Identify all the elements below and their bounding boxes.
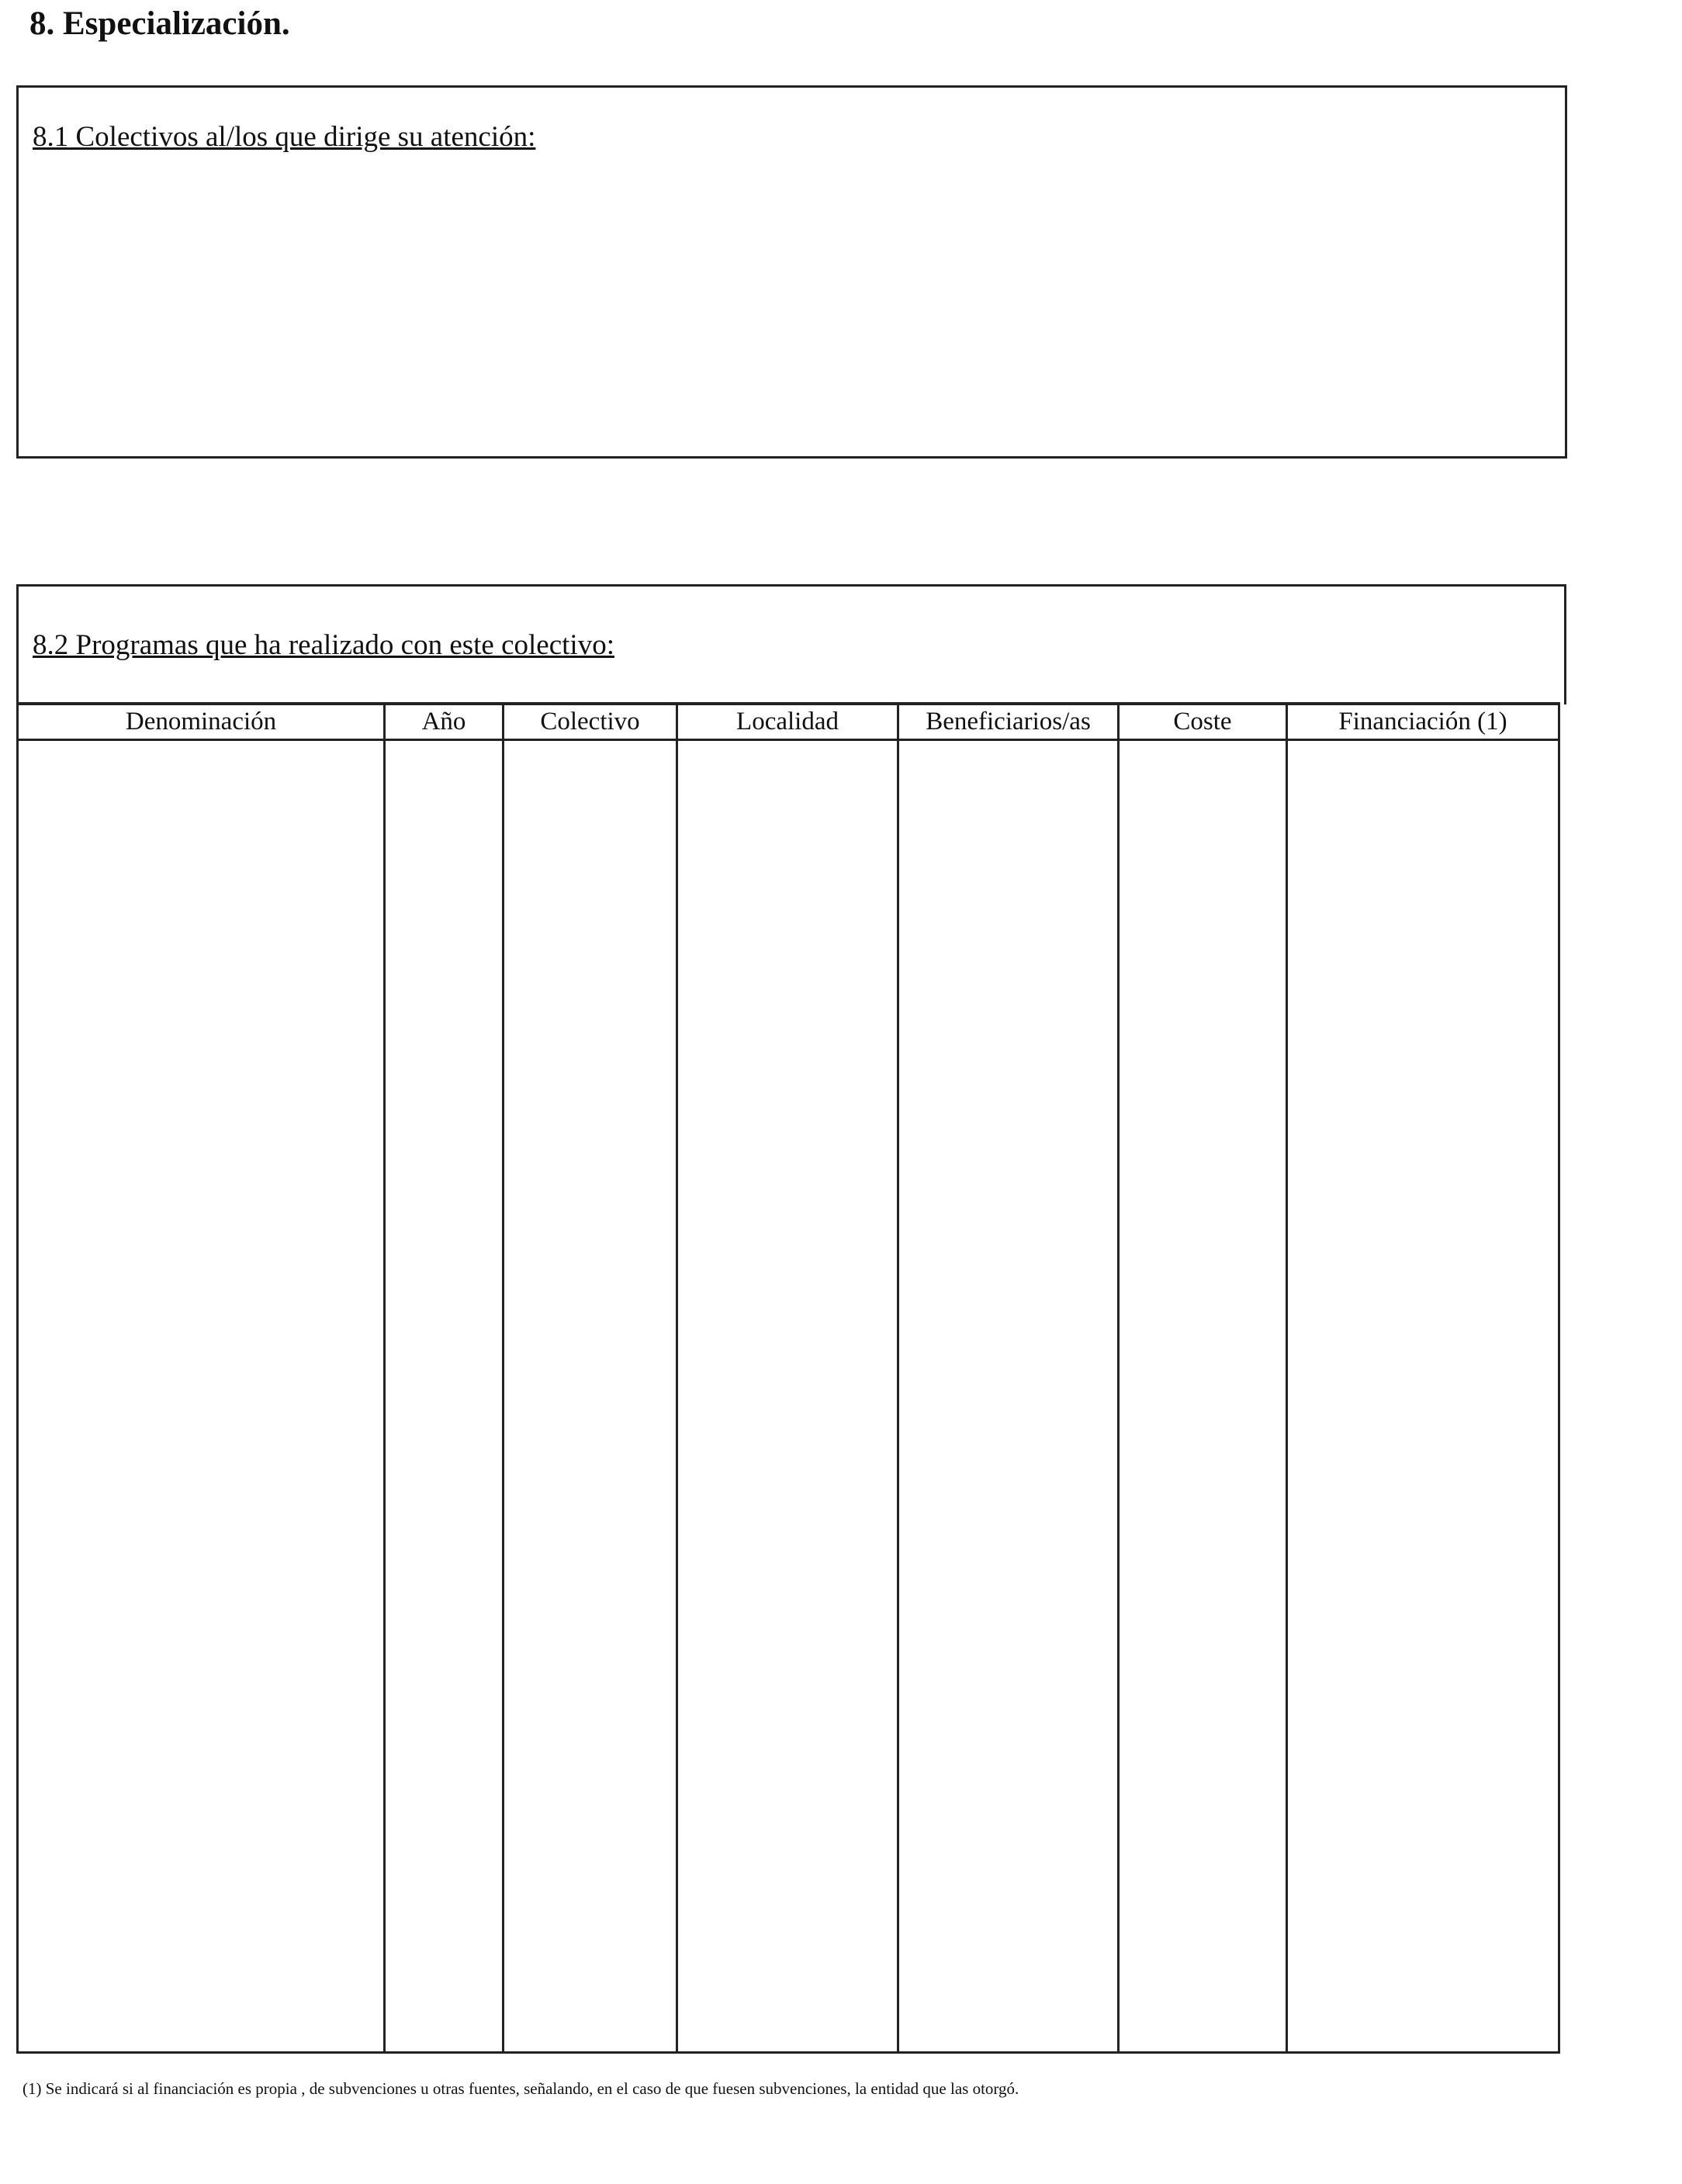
column-ano	[386, 705, 504, 2051]
footnote: (1) Se indicará si al financiación es propia , de subvenciones u otras fuentes, señalando, en el caso de que fuesen subvenciones, la entidad que las otorgó.	[22, 2079, 1019, 2098]
column-header: Denominación	[19, 705, 383, 741]
column-cell[interactable]	[386, 741, 502, 2051]
column-header: Coste	[1120, 705, 1286, 741]
column-localidad	[678, 705, 899, 2051]
column-beneficiarios	[899, 705, 1120, 2051]
column-coste	[1120, 705, 1288, 2051]
page-title: 8. Especialización.	[29, 5, 290, 42]
column-colectivo	[504, 705, 678, 2051]
column-cell[interactable]	[19, 741, 383, 2051]
column-cell[interactable]	[678, 741, 897, 2051]
colectivos-label: 8.1 Colectivos al/los que dirige su atención:	[33, 121, 536, 153]
programas-table	[16, 702, 1560, 2054]
colectivos-box[interactable]	[16, 85, 1567, 459]
column-cell[interactable]	[1120, 741, 1286, 2051]
column-header: Colectivo	[504, 705, 676, 741]
column-cell[interactable]	[1288, 741, 1558, 2051]
column-header: Año	[386, 705, 502, 741]
column-header: Financiación (1)	[1288, 705, 1558, 741]
column-header: Beneficiarios/as	[899, 705, 1117, 741]
column-denominacion	[19, 705, 386, 2051]
programas-label: 8.2 Programas que ha realizado con este colectivo:	[33, 629, 614, 661]
column-financiacion	[1288, 705, 1558, 2051]
column-header: Localidad	[678, 705, 897, 741]
column-cell[interactable]	[899, 741, 1117, 2051]
programas-header-box	[16, 584, 1566, 704]
column-cell[interactable]	[504, 741, 676, 2051]
